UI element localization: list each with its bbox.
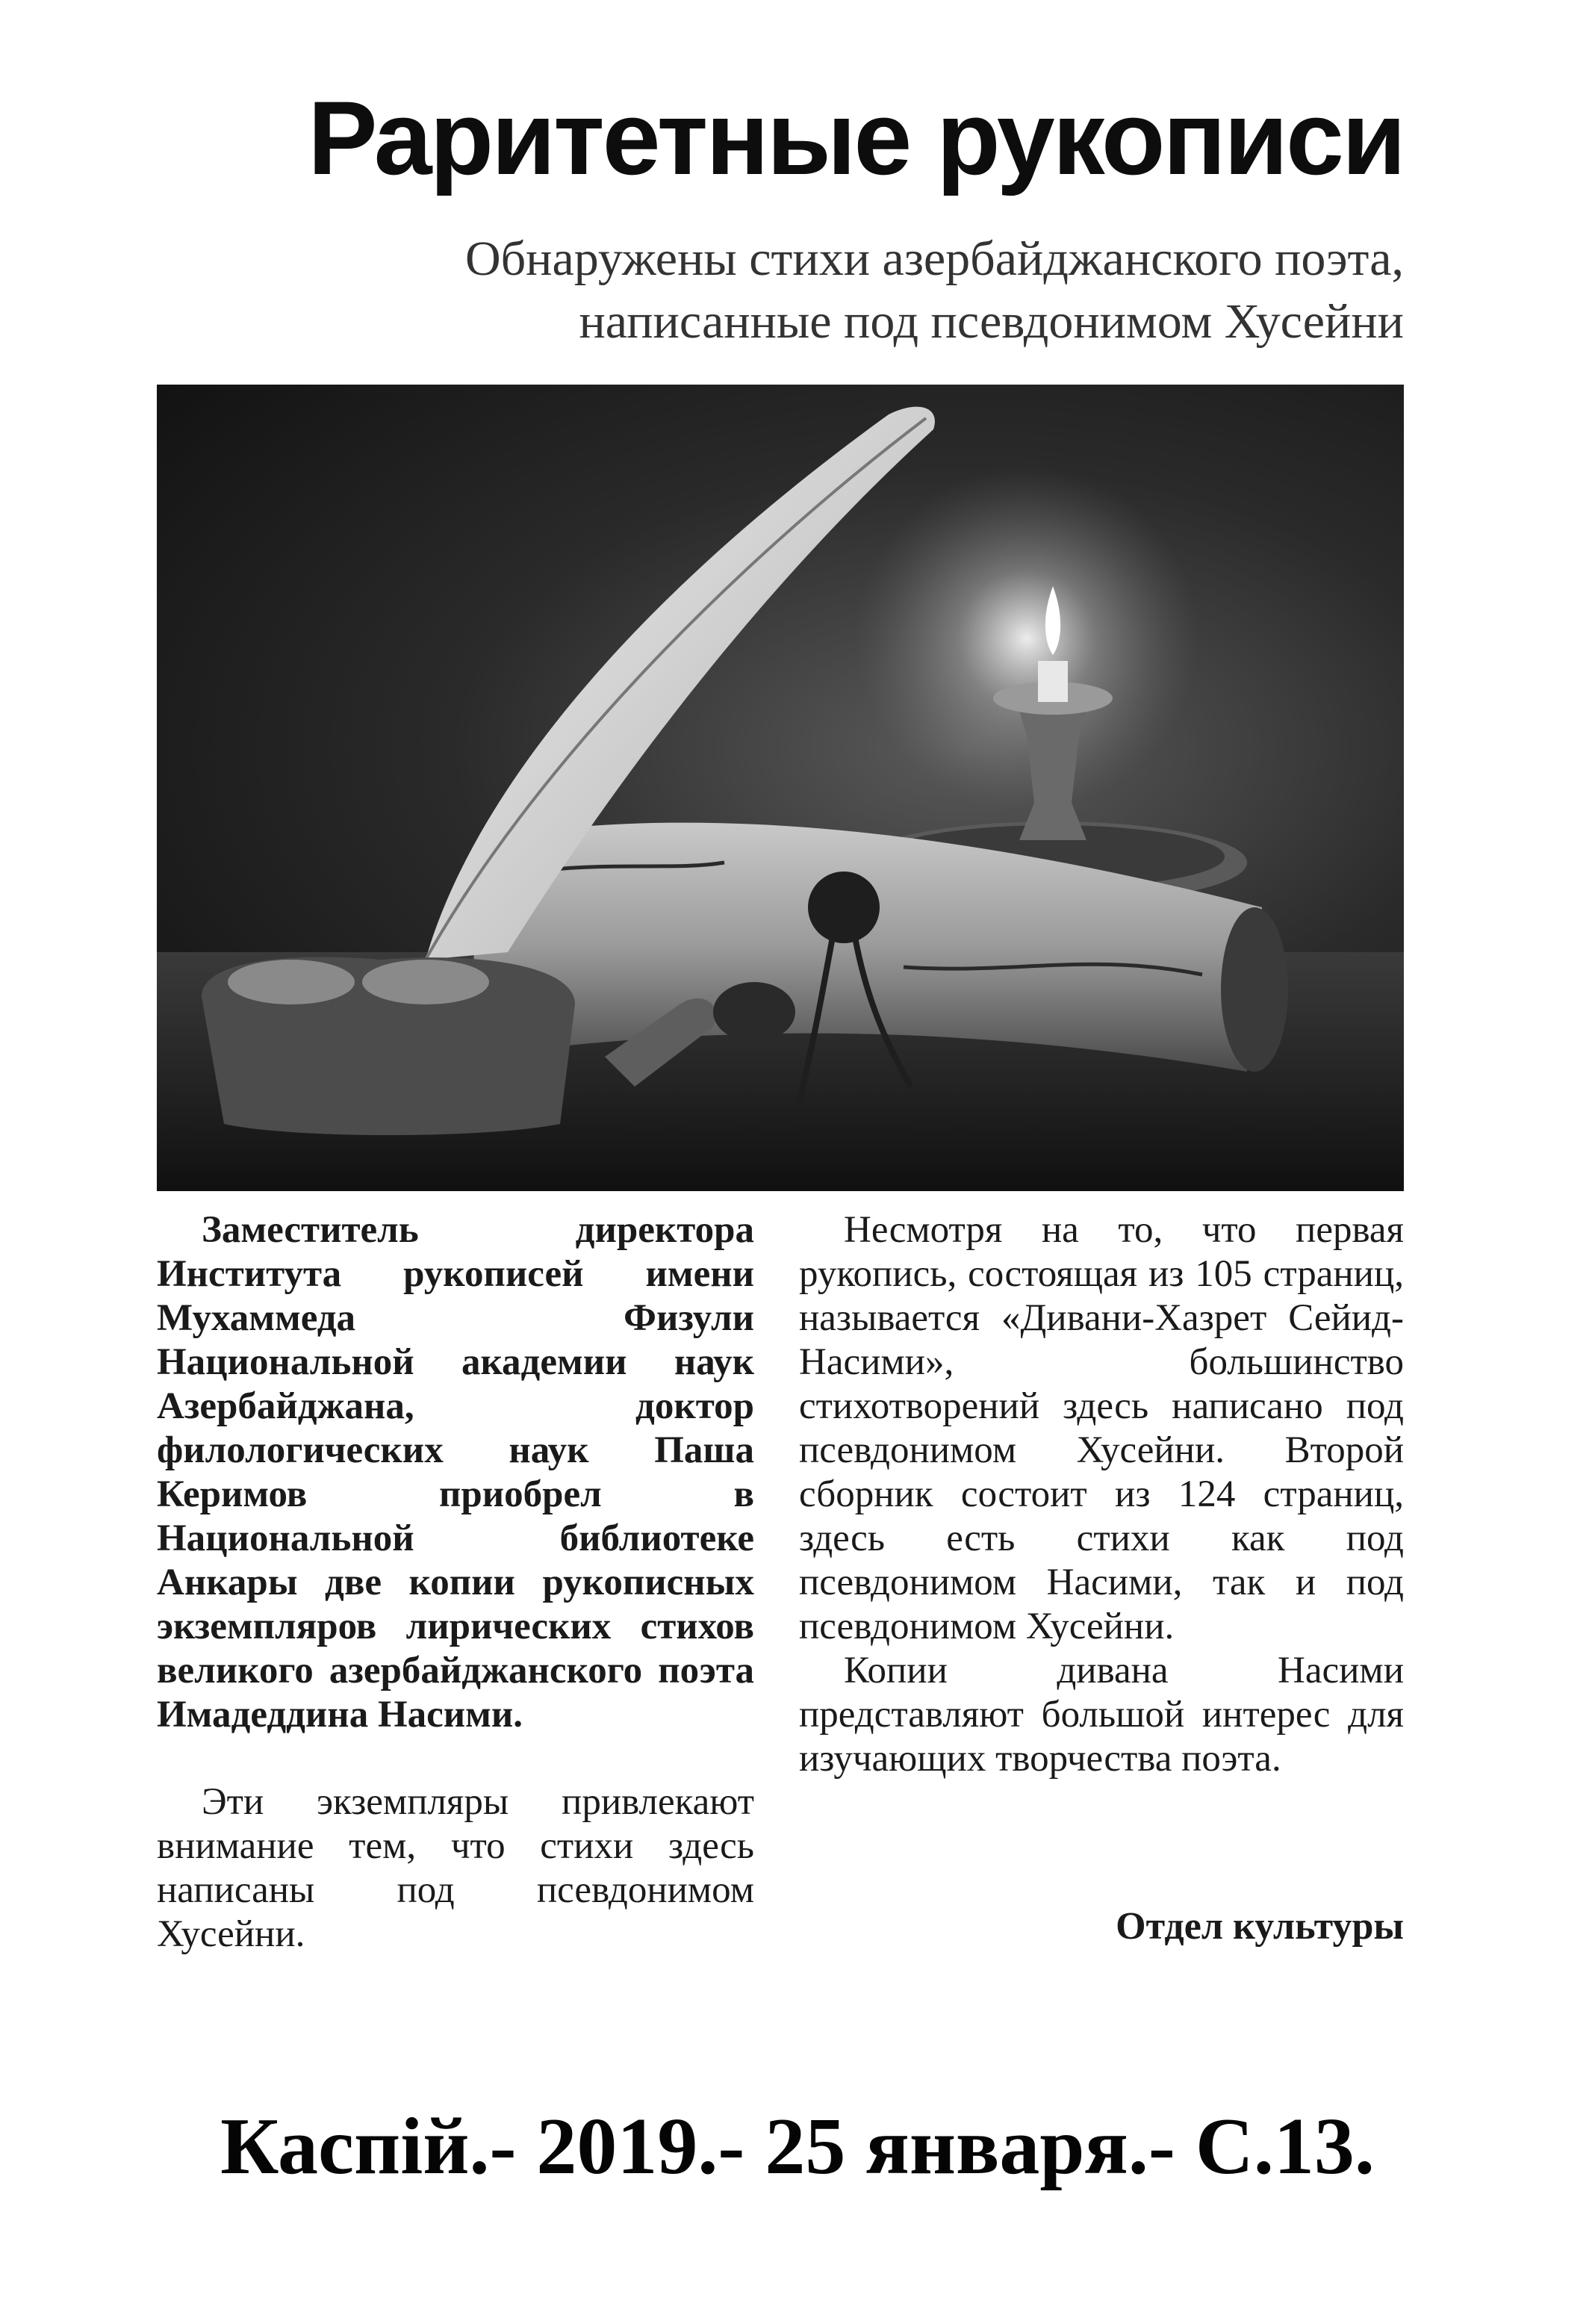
paragraph: Копии дивана Насими представляют большой интерес для изучающих творчества поэта.: [799, 1650, 1404, 1780]
quill-scroll-candle-photo: [157, 385, 1404, 1191]
subtitle-line-1: Обнаружены стихи азербайджанского поэта,: [464, 232, 1404, 286]
wax-seal: [808, 872, 880, 943]
article-subtitle: [224, 228, 1404, 353]
article-signature: Отдел культуры: [1116, 1905, 1404, 1948]
paragraph: Эти экземпляры привлекают внимание тем, что стихи здесь написаны под псевдонимом Хусейни.: [157, 1781, 754, 1955]
lead-paragraph: Заместитель директора Института рукописей имени Мухаммеда Физули Национальной академии наук Азербайджана, доктор филологических наук Паша Керимов приобрел в Национальной библиотеке Анкары две копии рукописных экземпляров лирических стихов великого азербайджанского поэта Имадеддина Насими.: [157, 1209, 754, 1736]
source-citation: Каспiй.- 2019.- 25 января.- С.13.: [220, 2102, 1375, 2191]
subtitle-line-2: написанные под псевдонимом Хусейни: [579, 294, 1404, 349]
article-headline: Раритетные рукописи: [308, 79, 1404, 196]
candle-glow: [855, 467, 1198, 810]
photo-illustration: [157, 385, 1404, 1191]
article-right-column: [799, 1208, 1404, 1781]
article-left-column: [157, 1208, 754, 1957]
paragraph: Несмотря на то, что первая рукопись, состоящая из 105 страниц, называется «Дивани-Хазрет Сейид-Насими», большинство стихотворений здесь написано под псевдонимом Хусейни. Второй сборник состоит из 124 страниц, здесь есть стихи как под псевдонимом Насими, так и под псевдонимом Хусейни.: [799, 1209, 1404, 1647]
candle: [1038, 661, 1068, 702]
